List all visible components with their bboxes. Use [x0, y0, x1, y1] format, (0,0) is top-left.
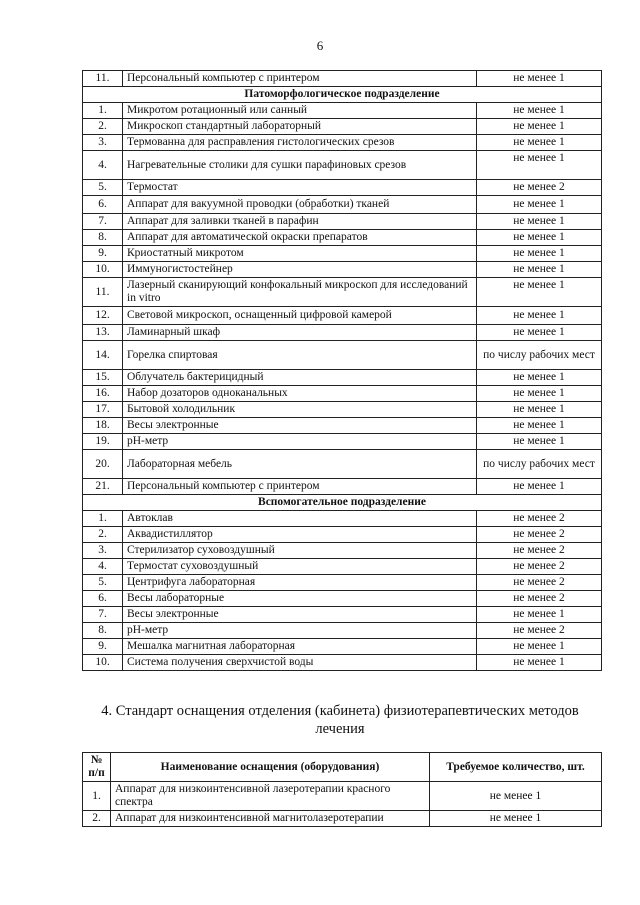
row-number: 1. [83, 511, 123, 527]
table-row [83, 607, 602, 623]
table-row [83, 341, 602, 370]
equipment-name: Центрифуга лабораторная [123, 575, 477, 591]
table-header-row [83, 753, 602, 782]
required-quantity: по числу рабочих мест [477, 341, 602, 370]
row-number: 10. [83, 262, 123, 278]
header-qty: Требуемое количество, шт. [430, 753, 602, 782]
table-row [83, 246, 602, 262]
equipment-name: Ламинарный шкаф [123, 325, 477, 341]
table-row [83, 527, 602, 543]
equipment-name: Горелка спиртовая [123, 341, 477, 370]
equipment-table [82, 70, 602, 671]
equipment-name: Автоклав [123, 511, 477, 527]
table-row [83, 450, 602, 479]
row-number: 6. [83, 196, 123, 214]
required-quantity: не менее 2 [477, 180, 602, 196]
row-number: 21. [83, 479, 123, 495]
required-quantity: не менее 2 [477, 591, 602, 607]
required-quantity: не менее 1 [477, 307, 602, 325]
table-row [83, 151, 602, 180]
row-number: 11. [83, 71, 123, 87]
equipment-name: Термостат [123, 180, 477, 196]
table-row [83, 278, 602, 307]
required-quantity: не менее 2 [477, 623, 602, 639]
required-quantity: не менее 1 [477, 71, 602, 87]
required-quantity: не менее 1 [477, 246, 602, 262]
required-quantity: не менее 1 [477, 639, 602, 655]
equipment-name: Микротом ротационный или санный [123, 103, 477, 119]
equipment-name: Световой микроскоп, оснащенный цифровой камерой [123, 307, 477, 325]
page-number: 6 [316, 38, 324, 53]
row-number: 1. [83, 782, 111, 811]
required-quantity: не менее 2 [477, 527, 602, 543]
row-number: 8. [83, 230, 123, 246]
required-quantity: не менее 1 [477, 434, 602, 450]
equipment-name: Аппарат для заливки тканей в парафин [123, 214, 477, 230]
table-row [83, 214, 602, 230]
table-row [83, 135, 602, 151]
table-row [83, 386, 602, 402]
row-number: 6. [83, 591, 123, 607]
equipment-name: Аппарат для вакуумной проводки (обработки) тканей [123, 196, 477, 214]
equipment-name: Термостат суховоздушный [123, 559, 477, 575]
required-quantity: не менее 1 [477, 479, 602, 495]
equipment-name: Нагревательные столики для сушки парафиновых срезов [123, 151, 477, 180]
equipment-name: Термованна для расправления гистологических срезов [123, 135, 477, 151]
table-row [83, 307, 602, 325]
table-row [83, 591, 602, 607]
table-row [83, 418, 602, 434]
table-row [83, 103, 602, 119]
table-row [83, 262, 602, 278]
table-row [83, 180, 602, 196]
table-row [83, 479, 602, 495]
row-number: 8. [83, 623, 123, 639]
required-quantity: не менее 1 [477, 325, 602, 341]
table-row [83, 639, 602, 655]
row-number: 2. [83, 119, 123, 135]
section-header-aux [83, 495, 602, 511]
row-number: 18. [83, 418, 123, 434]
required-quantity: не менее 1 [477, 151, 602, 180]
row-number: 3. [83, 543, 123, 559]
required-quantity: не менее 2 [477, 559, 602, 575]
table-row [83, 543, 602, 559]
row-number: 4. [83, 559, 123, 575]
equipment-name: Аппарат для низкоинтенсивной магнитолазеротерапии [111, 811, 430, 827]
equipment-name: Лабораторная мебель [123, 450, 477, 479]
equipment-name: Весы электронные [123, 607, 477, 623]
equipment-name: Мешалка магнитная лабораторная [123, 639, 477, 655]
row-number: 12. [83, 307, 123, 325]
required-quantity: не менее 2 [477, 543, 602, 559]
equipment-name: Иммуногистостейнер [123, 262, 477, 278]
table-row [83, 559, 602, 575]
required-quantity: не менее 2 [477, 575, 602, 591]
row-number: 7. [83, 607, 123, 623]
header-name: Наименование оснащения (оборудования) [111, 753, 430, 782]
table-row [83, 370, 602, 386]
required-quantity: не менее 1 [477, 103, 602, 119]
required-quantity: не менее 1 [477, 135, 602, 151]
required-quantity: не менее 1 [477, 402, 602, 418]
header-num: № п/п [83, 753, 111, 782]
equipment-name: Весы лабораторные [123, 591, 477, 607]
required-quantity: не менее 1 [477, 655, 602, 671]
equipment-name: Бытовой холодильник [123, 402, 477, 418]
equipment-name: Облучатель бактерицидный [123, 370, 477, 386]
physio-section-heading: 4. Стандарт оснащения отделения (кабинета) физиотерапевтических методов лечения [101, 703, 579, 737]
required-quantity: не менее 1 [477, 607, 602, 623]
equipment-name: Весы электронные [123, 418, 477, 434]
row-number: 16. [83, 386, 123, 402]
row-number: 20. [83, 450, 123, 479]
row-number: 2. [83, 811, 111, 827]
table-row [83, 119, 602, 135]
row-number: 17. [83, 402, 123, 418]
required-quantity: не менее 1 [430, 782, 602, 811]
section-title: Патоморфологическое подразделение [83, 87, 602, 103]
required-quantity: не менее 2 [477, 511, 602, 527]
equipment-name: Лазерный сканирующий конфокальный микроскоп для исследований in vitro [123, 278, 477, 307]
required-quantity: не менее 1 [477, 196, 602, 214]
equipment-name: Система получения сверхчистой воды [123, 655, 477, 671]
row-number: 9. [83, 639, 123, 655]
equipment-name: Стерилизатор суховоздушный [123, 543, 477, 559]
equipment-name: Персональный компьютер с принтером [123, 71, 477, 87]
required-quantity: не менее 1 [477, 119, 602, 135]
row-number: 15. [83, 370, 123, 386]
row-number: 3. [83, 135, 123, 151]
required-quantity: не менее 1 [477, 370, 602, 386]
table-row [83, 434, 602, 450]
table-row [83, 782, 602, 811]
required-quantity: не менее 1 [477, 214, 602, 230]
row-number: 19. [83, 434, 123, 450]
row-number: 5. [83, 180, 123, 196]
equipment-name: pH-метр [123, 623, 477, 639]
equipment-name: Аквадистиллятор [123, 527, 477, 543]
required-quantity: не менее 1 [477, 262, 602, 278]
required-quantity: не менее 1 [477, 418, 602, 434]
table-row [83, 511, 602, 527]
required-quantity: не менее 1 [477, 230, 602, 246]
table-row [83, 230, 602, 246]
equipment-name: Персональный компьютер с принтером [123, 479, 477, 495]
equipment-name: Криостатный микротом [123, 246, 477, 262]
equipment-name: Аппарат для низкоинтенсивной лазеротерапии красного спектра [111, 782, 430, 811]
table-row [83, 196, 602, 214]
row-number: 13. [83, 325, 123, 341]
row-number: 7. [83, 214, 123, 230]
equipment-name: Набор дозаторов одноканальных [123, 386, 477, 402]
row-number: 4. [83, 151, 123, 180]
row-number: 2. [83, 527, 123, 543]
table-row [83, 402, 602, 418]
row-number: 1. [83, 103, 123, 119]
equipment-name: pH-метр [123, 434, 477, 450]
required-quantity: по числу рабочих мест [477, 450, 602, 479]
equipment-name: Микроскоп стандартный лабораторный [123, 119, 477, 135]
table-row [83, 575, 602, 591]
equipment-name: Аппарат для автоматической окраски препаратов [123, 230, 477, 246]
required-quantity: не менее 1 [430, 811, 602, 827]
table-row [83, 325, 602, 341]
table-row [83, 623, 602, 639]
row-number: 10. [83, 655, 123, 671]
table-row [83, 655, 602, 671]
section-title: Вспомогательное подразделение [83, 495, 602, 511]
row-number: 11. [83, 278, 123, 307]
required-quantity: не менее 1 [477, 386, 602, 402]
section-header-pathomorph [83, 87, 602, 103]
table-row [83, 811, 602, 827]
physio-equipment-table [82, 752, 602, 827]
required-quantity: не менее 1 [477, 278, 602, 307]
row-number: 14. [83, 341, 123, 370]
row-number: 9. [83, 246, 123, 262]
table-row [83, 71, 602, 87]
row-number: 5. [83, 575, 123, 591]
